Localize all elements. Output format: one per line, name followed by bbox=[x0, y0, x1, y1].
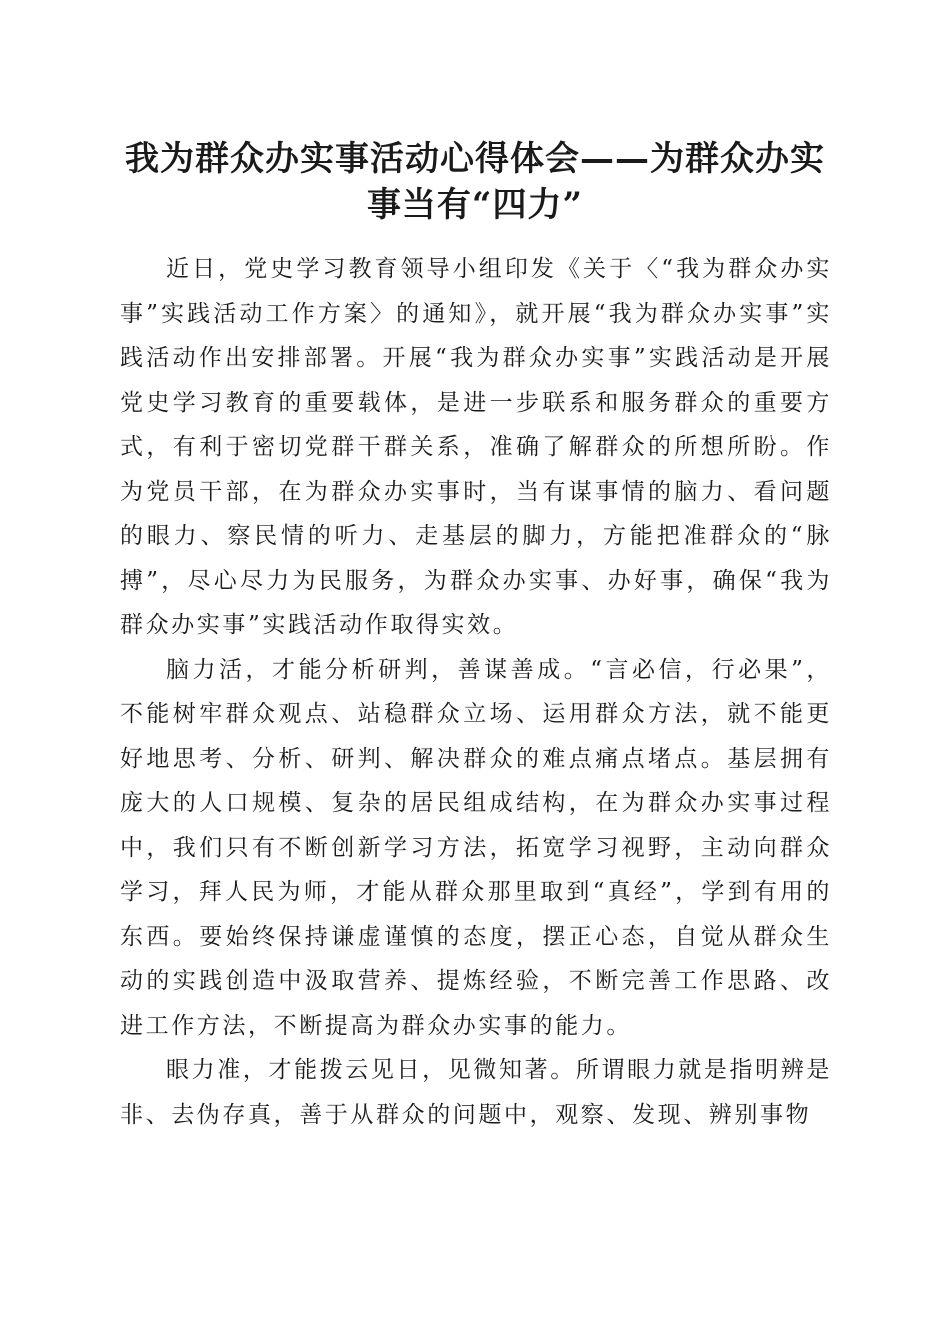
paragraph: 眼力准，才能拨云见日，见微知著。所谓眼力就是指明辨是非、去伪存真，善于从群众的问题中，观察、发现、辨别事物 bbox=[120, 1057, 832, 1128]
paragraph: 近日，党史学习教育领导小组印发《关于〈“我为群众办实事”实践活动工作方案〉的通知》，就开展“我为群众办实事”实践活动作出安排部署。开展“我为群众办实事”实践活动是开展党史学习教育的重要载体，是进一步联系和服务群众的重要方式，有利于密切党群干群关系，准确了解群众的所想所盼。作为党员干部，在为群众办实事时，当有谋事情的脑力、看问题的眼力、察民情的听力、走基层的脚力，方能把准群众的“脉搏”，尽心尽力为民服务，为群众办实事、办好事，确保“我为群众办实事”实践活动作取得实效。 bbox=[120, 256, 832, 638]
document-title: 我为群众办实事活动心得体会——为群众办实事当有“四力” bbox=[125, 139, 825, 225]
document-body bbox=[120, 247, 832, 1137]
paragraph: 脑力活，才能分析研判，善谋善成。“言必信，行必果”，不能树牢群众观点、站稳群众立场、运用群众方法，就不能更好地思考、分析、研判、解决群众的难点痛点堵点。基层拥有庞大的人口规模、复杂的居民组成结构，在为群众办实事过程中，我们只有不断创新学习方法，拓宽学习视野，主动向群众学习，拜人民为师，才能从群众那里取到“真经”，学到有用的东西。要始终保持谦虚谨慎的态度，摆正心态，自觉从群众生动的实践创造中汲取营养、提炼经验，不断完善工作思路、改进工作方法，不断提高为群众办实事的能力。 bbox=[120, 656, 832, 1039]
